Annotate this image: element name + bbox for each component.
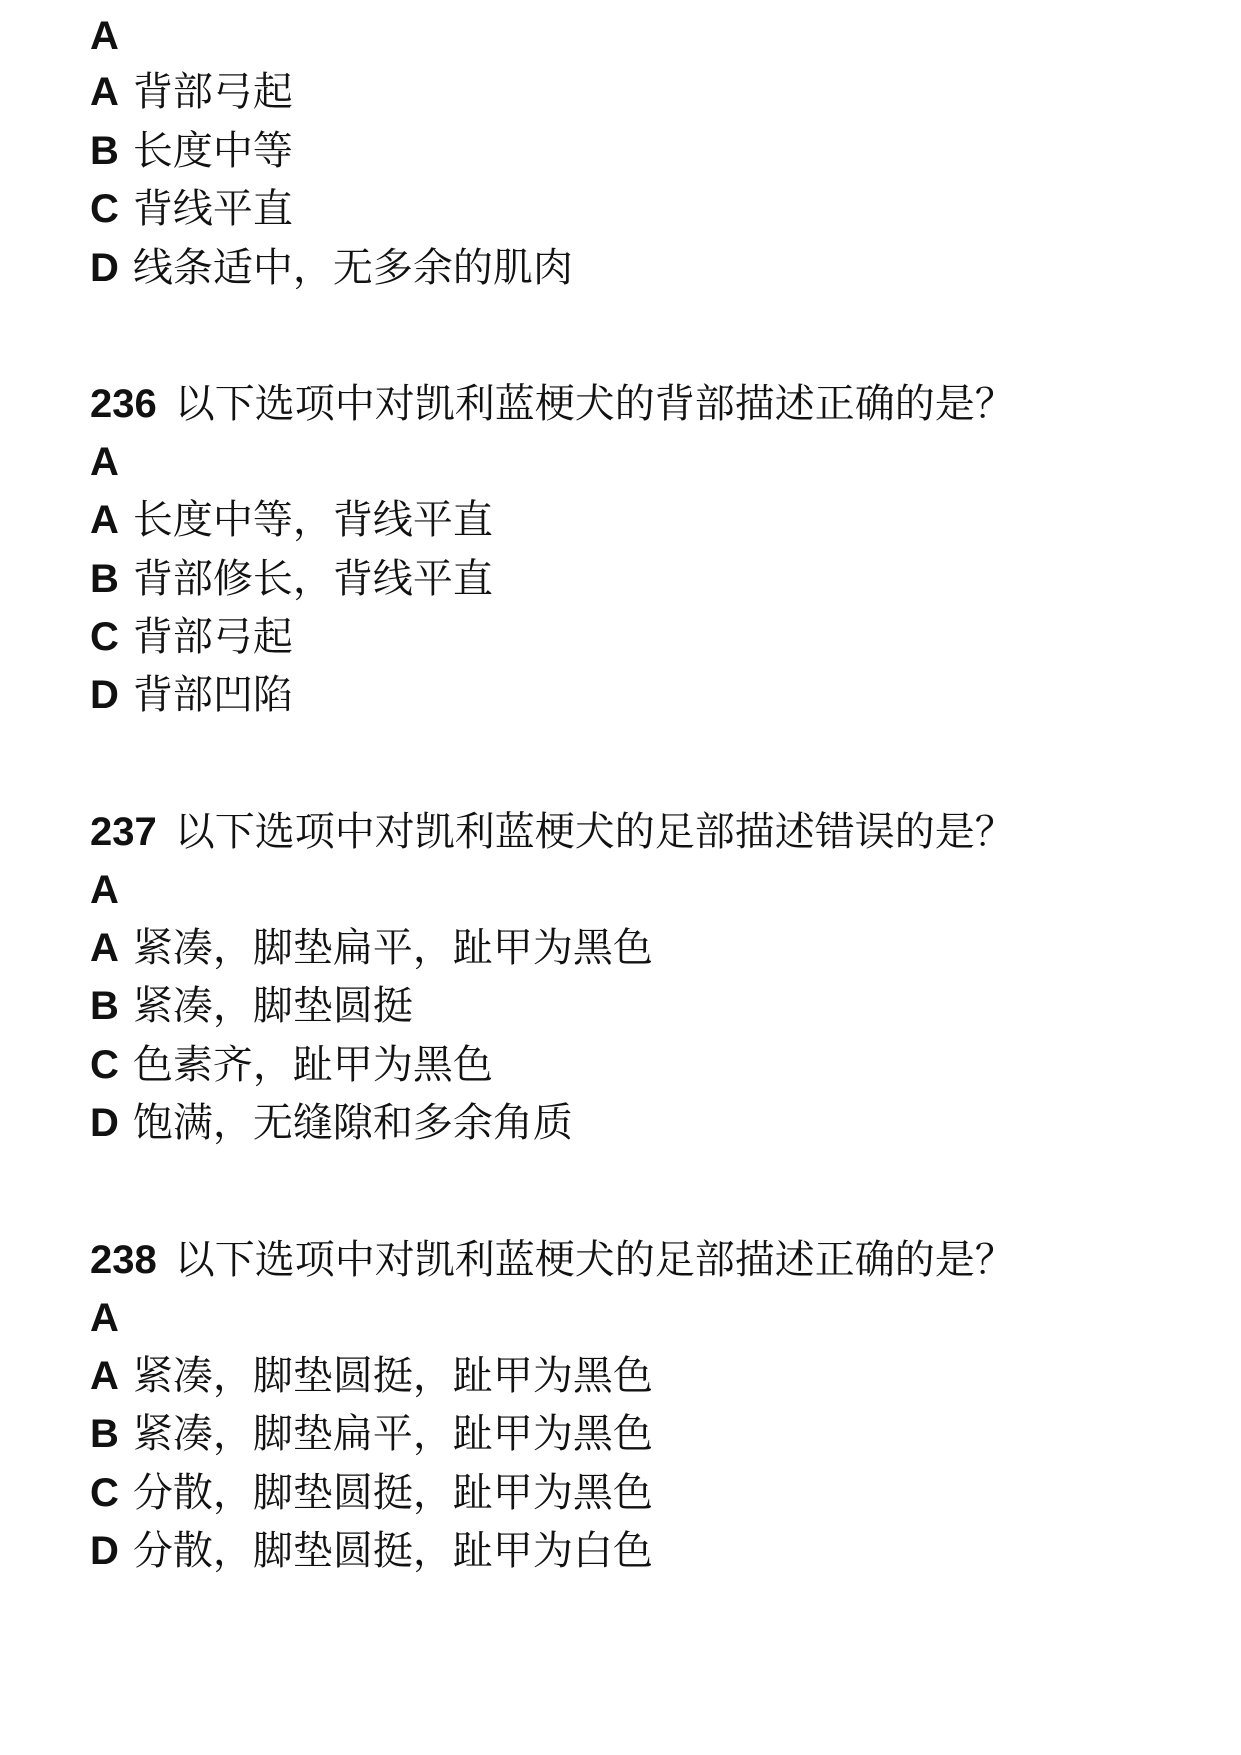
option-text: 紧凑，脚垫圆挺，趾甲为黑色: [132, 1353, 653, 1399]
option-letter: B: [90, 557, 119, 601]
option-c: [90, 614, 293, 660]
question-text: 以下选项中对凯利蓝梗犬的足部描述错误的是？: [174, 809, 1015, 855]
option-text: 长度中等，背线平直: [132, 497, 493, 543]
option-b: [90, 983, 413, 1029]
option-b: [90, 1411, 653, 1457]
question-238: [90, 1237, 1015, 1283]
option-a: [90, 1353, 653, 1399]
option-d: [90, 672, 293, 718]
option-text: 背部弓起: [132, 614, 293, 660]
option-letter: C: [90, 1471, 119, 1515]
option-letter: D: [90, 246, 119, 290]
option-text: 背部凹陷: [132, 672, 293, 718]
option-text: 背线平直: [132, 186, 293, 232]
option-d: [90, 1528, 653, 1574]
option-text: 分散，脚垫圆挺，趾甲为白色: [132, 1528, 653, 1574]
option-c: [90, 1470, 653, 1516]
question-237: [90, 809, 1015, 855]
option-letter: A: [90, 70, 119, 114]
option-text: 色素齐，趾甲为黑色: [132, 1042, 493, 1088]
option-c: [90, 186, 293, 232]
answer-value: A: [90, 1296, 119, 1340]
option-text: 背部修长，背线平直: [132, 556, 493, 602]
option-letter: C: [90, 1043, 119, 1087]
option-text: 背部弓起: [132, 69, 293, 115]
option-letter: A: [90, 498, 119, 542]
option-text: 紧凑，脚垫扁平，趾甲为黑色: [132, 925, 653, 971]
answer-line: [90, 870, 119, 910]
answer-line: [90, 442, 119, 482]
option-a: [90, 69, 293, 115]
question-text: 以下选项中对凯利蓝梗犬的背部描述正确的是？: [174, 381, 1015, 427]
option-text: 紧凑，脚垫扁平，趾甲为黑色: [132, 1411, 653, 1457]
option-a: [90, 497, 493, 543]
option-d: [90, 245, 573, 291]
option-letter: D: [90, 1529, 119, 1573]
option-d: [90, 1100, 573, 1146]
answer-value: A: [90, 868, 119, 912]
option-b: [90, 128, 293, 174]
question-text: 以下选项中对凯利蓝梗犬的足部描述正确的是？: [174, 1237, 1015, 1283]
option-letter: D: [90, 673, 119, 717]
option-text: 紧凑，脚垫圆挺: [132, 983, 413, 1029]
answer-line: [90, 16, 119, 56]
option-letter: A: [90, 1354, 119, 1398]
option-text: 饱满，无缝隙和多余角质: [132, 1100, 573, 1146]
option-c: [90, 1042, 493, 1088]
question-number: 236: [90, 382, 157, 426]
answer-value: A: [90, 440, 119, 484]
answer-value: A: [90, 14, 119, 58]
option-letter: B: [90, 129, 119, 173]
option-text: 线条适中，无多余的肌肉: [132, 245, 573, 291]
option-letter: B: [90, 984, 119, 1028]
option-letter: C: [90, 187, 119, 231]
answer-line: [90, 1298, 119, 1338]
question-number: 237: [90, 810, 157, 854]
option-text: 长度中等: [132, 128, 293, 174]
option-text: 分散，脚垫圆挺，趾甲为黑色: [132, 1470, 653, 1516]
option-b: [90, 556, 493, 602]
option-letter: D: [90, 1101, 119, 1145]
question-number: 238: [90, 1238, 157, 1282]
option-letter: A: [90, 926, 119, 970]
option-letter: C: [90, 615, 119, 659]
question-236: [90, 381, 1015, 427]
option-a: [90, 925, 653, 971]
option-letter: B: [90, 1412, 119, 1456]
